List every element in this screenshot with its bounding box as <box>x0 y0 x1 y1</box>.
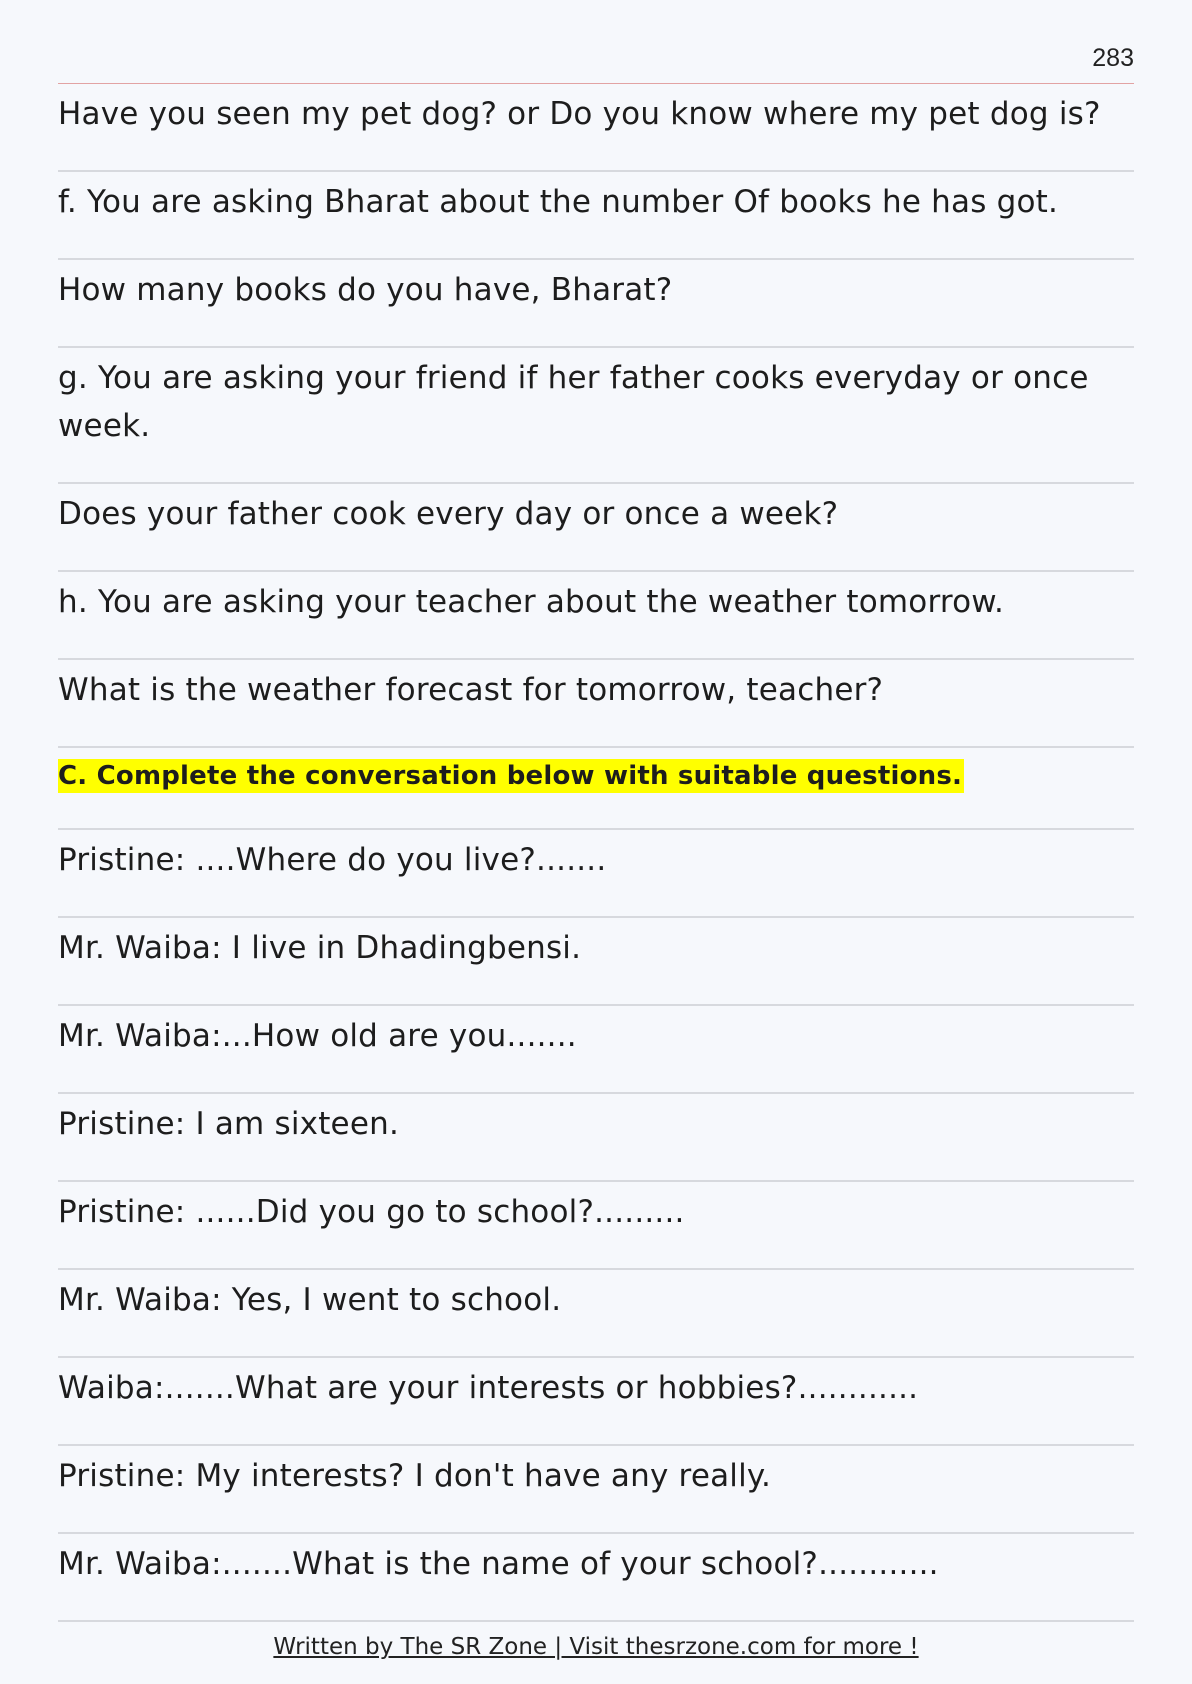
conversation-line <box>58 918 1134 1006</box>
conversation-text: Waiba:.......What are your interests or hobbies?............ <box>58 1370 919 1406</box>
question-line <box>58 172 1134 260</box>
conversation-line <box>58 1534 1134 1622</box>
section-heading <box>58 752 1134 800</box>
answer-text: Have you seen my pet dog? or Do you know where my pet dog is? <box>58 96 1101 132</box>
conversation-line <box>58 1182 1134 1270</box>
answer-text: What is the weather forecast for tomorrow, teacher? <box>58 672 884 708</box>
conversation-line <box>58 1270 1134 1358</box>
answer-line <box>58 660 1134 748</box>
question-line <box>58 572 1134 660</box>
conversation-text: Mr. Waiba: I live in Dhadingbensi. <box>58 930 582 966</box>
conversation-text: Pristine: ......Did you go to school?......... <box>58 1194 685 1230</box>
answer-text: How many books do you have, Bharat? <box>58 272 673 308</box>
answer-text: Does your father cook every day or once a week? <box>58 496 839 532</box>
conversation-line <box>58 1006 1134 1094</box>
conversation-text: Pristine: I am sixteen. <box>58 1106 399 1142</box>
conversation-line <box>58 1094 1134 1182</box>
section-heading-line <box>58 748 1134 830</box>
conversation-line <box>58 830 1134 918</box>
page-number: 283 <box>1092 44 1134 72</box>
conversation-line <box>58 1358 1134 1446</box>
answer-line <box>58 484 1134 572</box>
answer-line <box>58 84 1134 172</box>
answer-line <box>58 260 1134 348</box>
worksheet-lines <box>58 84 1134 1622</box>
conversation-text: Mr. Waiba:.......What is the name of your school?............ <box>58 1546 939 1582</box>
conversation-text: Pristine: ....Where do you live?....... <box>58 842 607 878</box>
question-line <box>58 348 1134 484</box>
conversation-text: Mr. Waiba: Yes, I went to school. <box>58 1282 562 1318</box>
question-text: g. You are asking your friend if her father cooks everyday or once week. <box>58 360 1089 444</box>
conversation-line <box>58 1446 1134 1534</box>
question-text: h. You are asking your teacher about the weather tomorrow. <box>58 584 1005 620</box>
conversation-text: Mr. Waiba:...How old are you....... <box>58 1018 577 1054</box>
question-text: f. You are asking Bharat about the number Of books he has got. <box>58 184 1059 220</box>
section-heading-highlight: C. Complete the conversation below with suitable questions. <box>58 761 963 791</box>
footer-credit-link[interactable]: Written by The SR Zone | Visit thesrzone.com for more ! <box>273 1634 919 1660</box>
conversation-text: Pristine: My interests? I don't have any really. <box>58 1458 772 1494</box>
